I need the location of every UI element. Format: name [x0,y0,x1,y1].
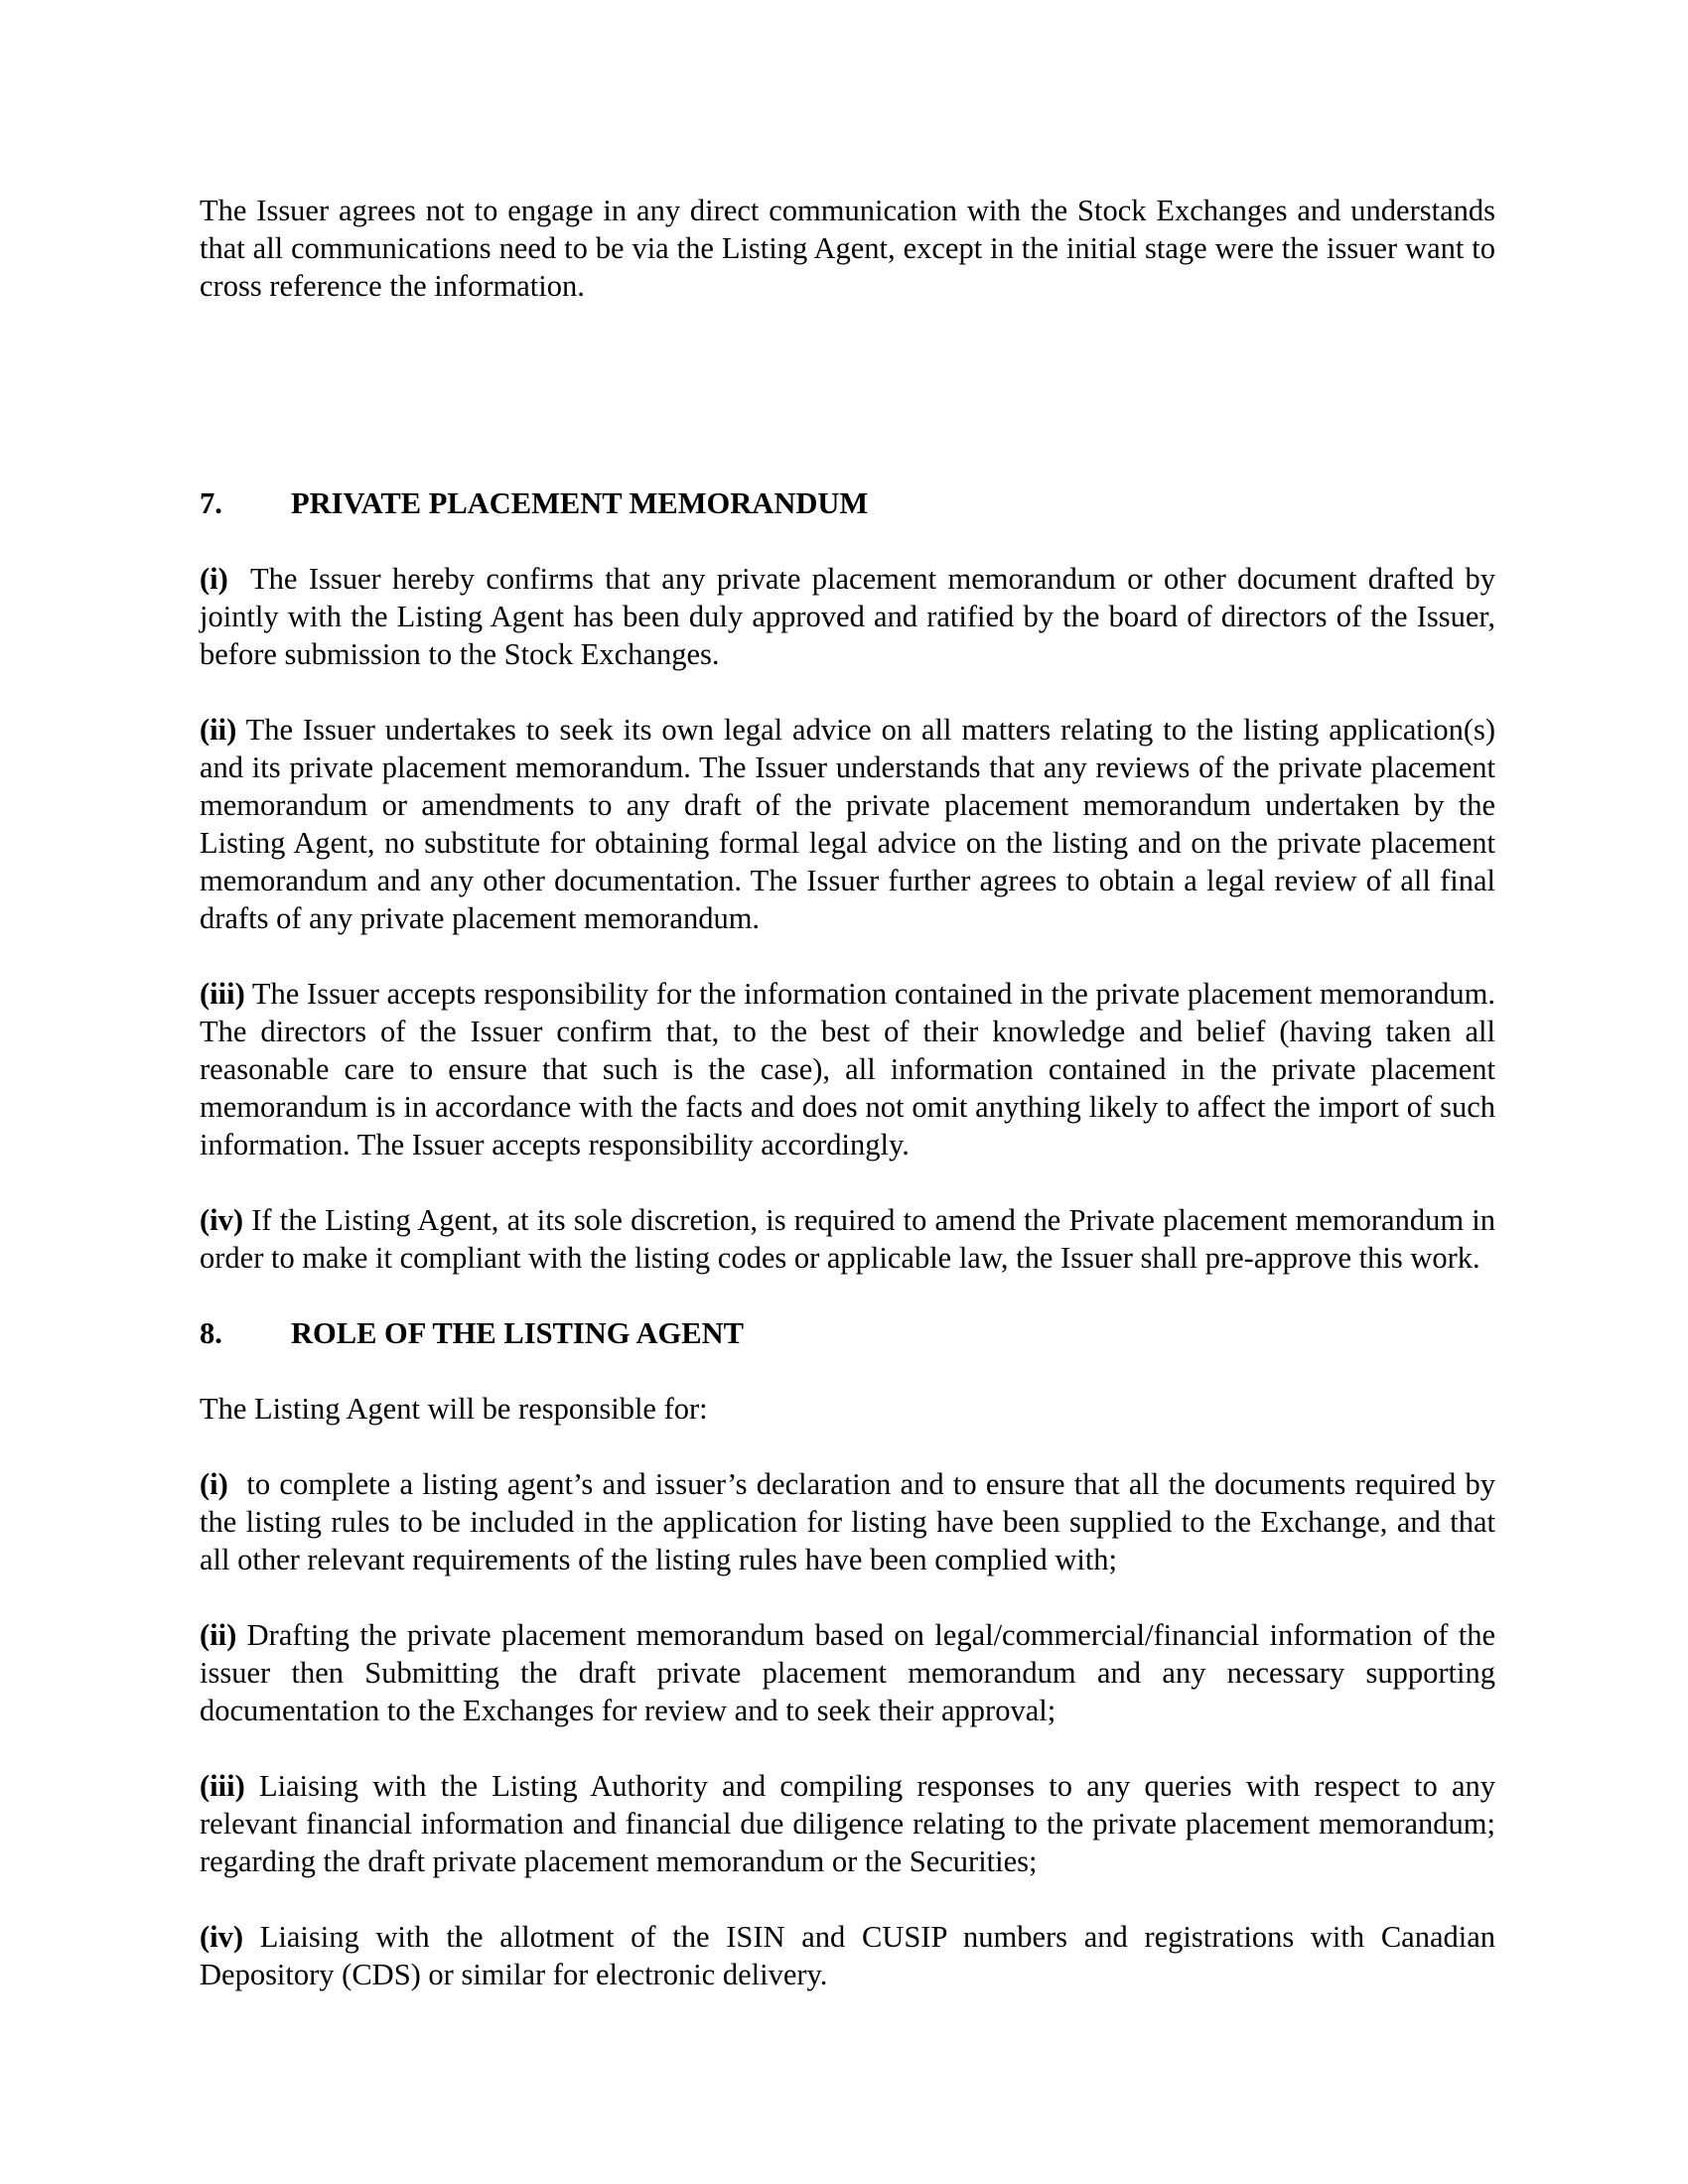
clause-7-i [200,560,1495,673]
section-number: 7. [200,486,222,520]
clause-text: The Issuer undertakes to seek its own legal advice on all matters relating to the listing application(s) and its private placement memorandum. The Issuer understands that any reviews of the private placement memorandum or amendments to any draft of the private placement memorandum undertaken by the Listing Agent, no substitute for obtaining formal legal advice on the listing and on the private placement memorandum and any other documentation. The Issuer further agrees to obtain a legal review of all final drafts of any private placement memorandum. [200,713,1495,935]
clause-label: (iii) [200,1769,245,1803]
clause-7-iv [200,1201,1495,1277]
section-number: 8. [200,1316,222,1350]
section-8-heading [200,1314,1495,1352]
clause-text: Drafting the private placement memorandum based on legal/commercial/financial information of the issuer then Submitting the draft private placement memorandum and any necessary supporting documentation to the Exchanges for review and to seek their approval; [200,1618,1495,1727]
clause-8-i [200,1465,1495,1578]
clause-label: (iv) [200,1203,244,1237]
clause-label: (i) [200,562,228,596]
clause-8-iv [200,1918,1495,1993]
clause-text: The Issuer accepts responsibility for the information contained in the private placement memorandum. The directors of the Issuer confirm that, to the best of their knowledge and belief (having taken all reasonable care to ensure that such is the case), all information contained in the private placement memorandum is in accordance with the facts and does not omit anything likely to affect the import of such information. The Issuer accepts responsibility accordingly. [200,977,1495,1161]
clause-label: (iv) [200,1920,244,1954]
section-7-heading [200,484,1495,522]
section-8-intro: The Listing Agent will be responsible for: [200,1392,708,1426]
clause-text: Liaising with the allotment of the ISIN and CUSIP numbers and registrations with Canadian Depository (CDS) or similar for electronic delivery. [200,1920,1496,1991]
clause-8-iii [200,1767,1495,1880]
clause-7-iii [200,975,1495,1163]
document-body [200,192,1495,1993]
clause-text: The Issuer hereby confirms that any private placement memorandum or other document drafted by jointly with the Listing Agent has been duly approved and ratified by the board of directors of the Issuer, before submission to the Stock Exchanges. [200,562,1496,671]
clause-text: Liaising with the Listing Authority and compiling responses to any queries with respect to any relevant financial information and financial due diligence relating to the private placement memorandum; regarding the draft private placement memorandum or the Securities; [200,1769,1496,1878]
clause-text: to complete a listing agent’s and issuer’s declaration and to ensure that all the documents required by the listing rules to be included in the application for listing have been supplied to the Exchange, and that all other relevant requirements of the listing rules have been complied with; [200,1467,1496,1576]
clause-7-ii [200,711,1495,937]
spacer [200,305,1495,484]
clause-label: (ii) [200,713,237,747]
clause-8-ii [200,1616,1495,1729]
intro-paragraph: The Issuer agrees not to engage in any direct communication with the Stock Exchanges and understands that all communications need to be via the Listing Agent, except in the initial stage were the issuer want to cross reference the information. [200,194,1495,303]
clause-label: (ii) [200,1618,237,1652]
clause-label: (i) [200,1467,228,1501]
section-title: ROLE OF THE LISTING AGENT [291,1316,744,1350]
clause-label: (iii) [200,977,245,1011]
section-title: PRIVATE PLACEMENT MEMORANDUM [291,486,869,520]
clause-text: If the Listing Agent, at its sole discretion, is required to amend the Private placement memorandum in order to make it compliant with the listing codes or applicable law, the Issuer shall pre-approve this work. [200,1203,1496,1275]
